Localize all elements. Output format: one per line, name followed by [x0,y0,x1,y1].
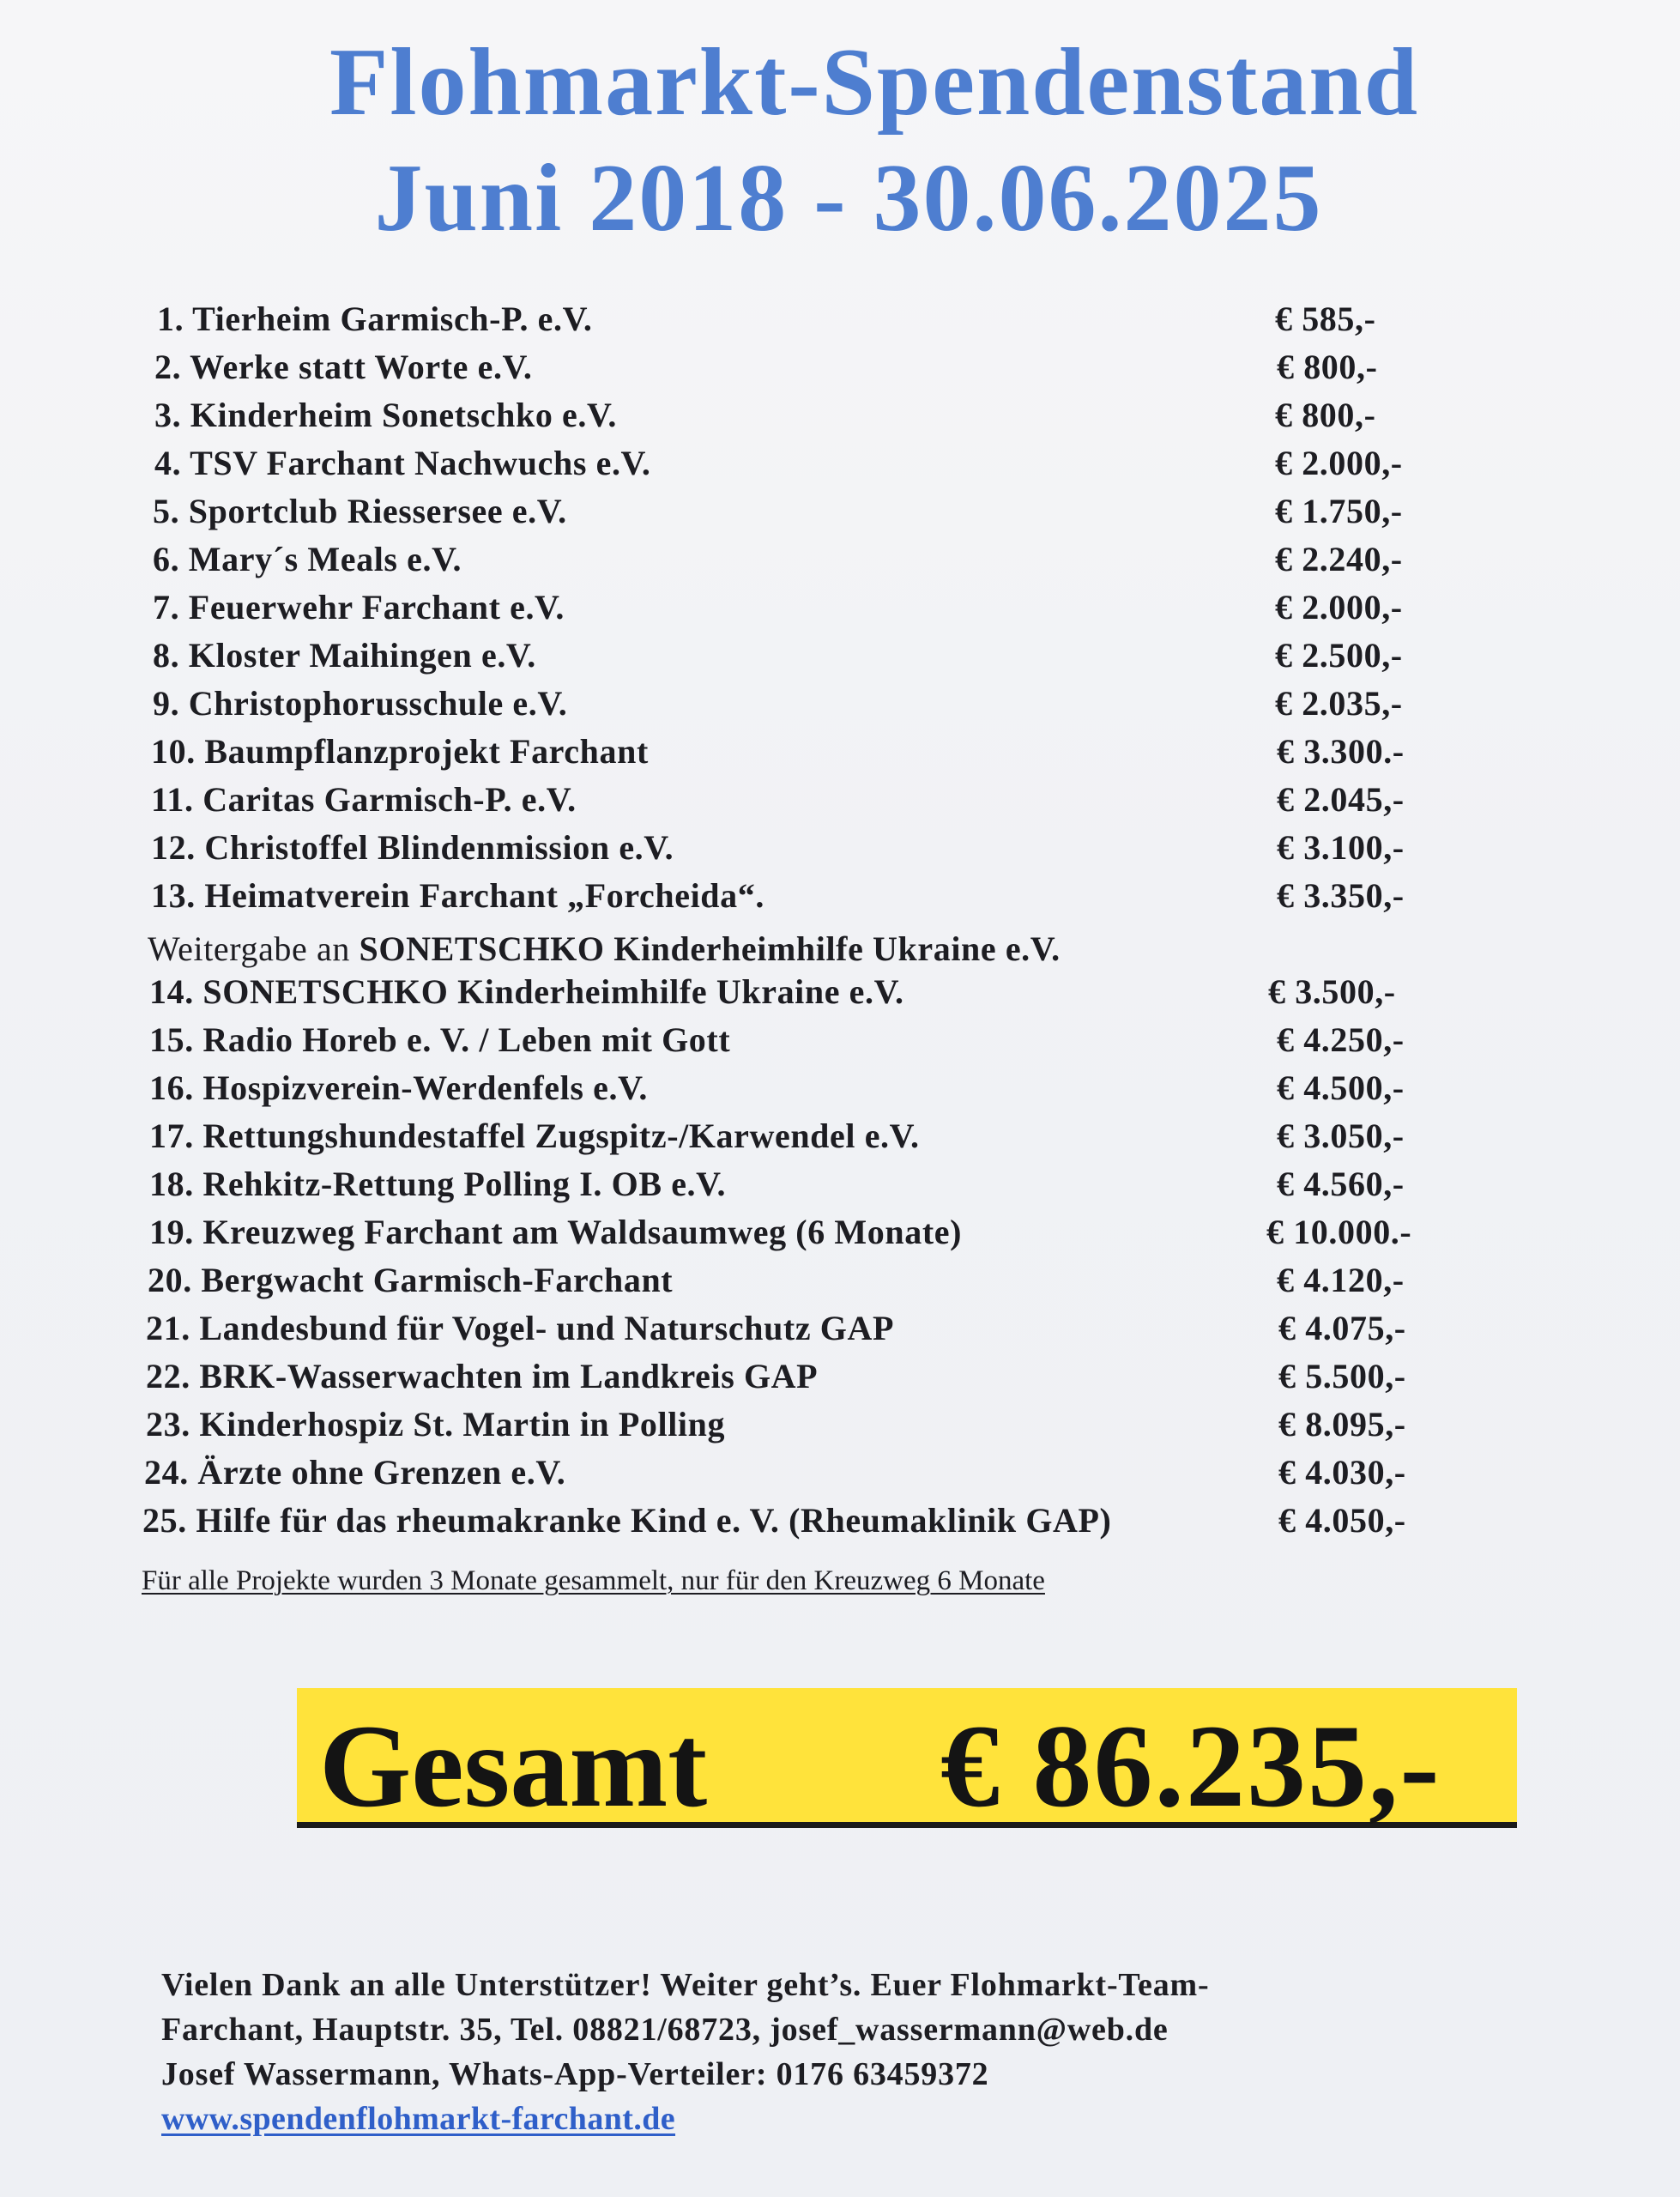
donation-amount: € 2.035,- [1275,684,1403,723]
contact-line-1: Vielen Dank an alle Unterstützer! Weiter geht’s. Euer Flohmarkt-Team- [161,1967,1210,2003]
donation-amount: € 4.075,- [1278,1309,1406,1347]
donation-amount: € 2.000,- [1275,444,1403,482]
donation-recipient: 4. TSV Farchant Nachwuchs e.V. [154,444,651,482]
contact-line-3: Josef Wassermann, Whats-App-Verteiler: 0176 63459372 [161,2056,989,2092]
forward-note-target: SONETSCHKO Kinderheimhilfe Ukraine e.V. [359,929,1061,968]
donation-recipient: 8. Kloster Maihingen e.V. [153,636,536,675]
donation-amount: € 5.500,- [1278,1357,1406,1395]
donation-amount: € 4.030,- [1278,1453,1406,1492]
donation-recipient: 12. Christoffel Blindenmission e.V. [151,828,674,867]
donation-amount: € 3.100,- [1277,828,1405,867]
total-amount: € 86.235,- [940,1700,1441,1831]
donation-recipient: 18. Rehkitz-Rettung Polling I. OB e.V. [149,1165,727,1203]
total-highlight [297,1688,1517,1831]
donation-recipient: 10. Baumpflanzprojekt Farchant [151,732,649,771]
donation-amount: € 2.045,- [1277,780,1405,819]
donation-recipient: 13. Heimatverein Farchant „Forcheida“. [151,876,764,915]
donation-amount: € 585,- [1275,300,1376,338]
donation-recipient: 1. Tierheim Garmisch-P. e.V. [157,300,593,338]
donation-amount: € 2.240,- [1275,540,1403,578]
donation-recipient: 24. Ärzte ohne Grenzen e.V. [144,1453,566,1492]
donation-recipient: 23. Kinderhospiz St. Martin in Polling [146,1405,726,1443]
donation-amount: € 3.350,- [1277,876,1405,915]
title-line-2: Juni 2018 - 30.06.2025 [374,145,1323,251]
donation-amount: € 3.300.- [1277,732,1405,771]
donation-amount: € 2.000,- [1275,588,1403,626]
donation-recipient: 22. BRK-Wasserwachten im Landkreis GAP [146,1357,819,1395]
donation-recipient: 15. Radio Horeb e. V. / Leben mit Gott [149,1020,731,1059]
donation-amount: € 10.000.- [1266,1213,1412,1251]
donation-amount: € 4.560,- [1277,1165,1405,1203]
donation-amount: € 800,- [1275,396,1376,434]
donation-recipient: 14. SONETSCHKO Kinderheimhilfe Ukraine e.V. [149,972,904,1011]
donation-recipient: 17. Rettungshundestaffel Zugspitz-/Karwendel e.V. [149,1117,920,1155]
donation-amount: € 4.120,- [1277,1261,1405,1299]
donation-amount: € 1.750,- [1275,492,1403,530]
donation-recipient: 16. Hospizverein-Werdenfels e.V. [149,1068,648,1107]
donation-amount: € 3.050,- [1277,1117,1405,1155]
forward-note-lead: Weitergabe an [148,929,360,968]
website-link[interactable]: www.spendenflohmarkt-farchant.de [161,2101,676,2137]
donation-amount: € 2.500,- [1275,636,1403,675]
donation-recipient: 19. Kreuzweg Farchant am Waldsaumweg (6 Monate) [149,1213,963,1251]
forward-note [148,927,1061,971]
contact-line-2: Farchant, Hauptstr. 35, Tel. 08821/68723, josef_wassermann@web.de [161,2012,1169,2048]
donation-recipient: 7. Feuerwehr Farchant e.V. [153,588,565,626]
donation-amount: € 4.050,- [1278,1501,1406,1540]
donation-amount: € 8.095,- [1278,1405,1406,1443]
donation-recipient: 25. Hilfe für das rheumakranke Kind e. V. (Rheumaklinik GAP) [142,1501,1112,1540]
donation-recipient: 5. Sportclub Riessersee e.V. [153,492,567,530]
donation-recipient: 2. Werke statt Worte e.V. [154,348,533,386]
footnote: Für alle Projekte wurden 3 Monate gesammelt, nur für den Kreuzweg 6 Monate [142,1565,1045,1596]
donation-recipient: 6. Mary´s Meals e.V. [153,540,462,578]
donation-recipient: 11. Caritas Garmisch-P. e.V. [151,780,577,819]
donation-amount: € 3.500,- [1268,972,1396,1011]
donation-amount: € 800,- [1277,348,1378,386]
donation-recipient: 9. Christophorusschule e.V. [153,684,568,723]
donation-recipient: 20. Bergwacht Garmisch-Farchant [148,1261,674,1299]
donation-amount: € 4.250,- [1277,1020,1405,1059]
total-label: Gesamt [319,1700,708,1831]
donation-recipient: 3. Kinderheim Sonetschko e.V. [154,396,617,434]
donation-recipient: 21. Landesbund für Vogel- und Naturschutz GAP [146,1309,895,1347]
donation-amount: € 4.500,- [1277,1068,1405,1107]
title-line-1: Flohmarkt-Spendenstand [329,29,1420,136]
